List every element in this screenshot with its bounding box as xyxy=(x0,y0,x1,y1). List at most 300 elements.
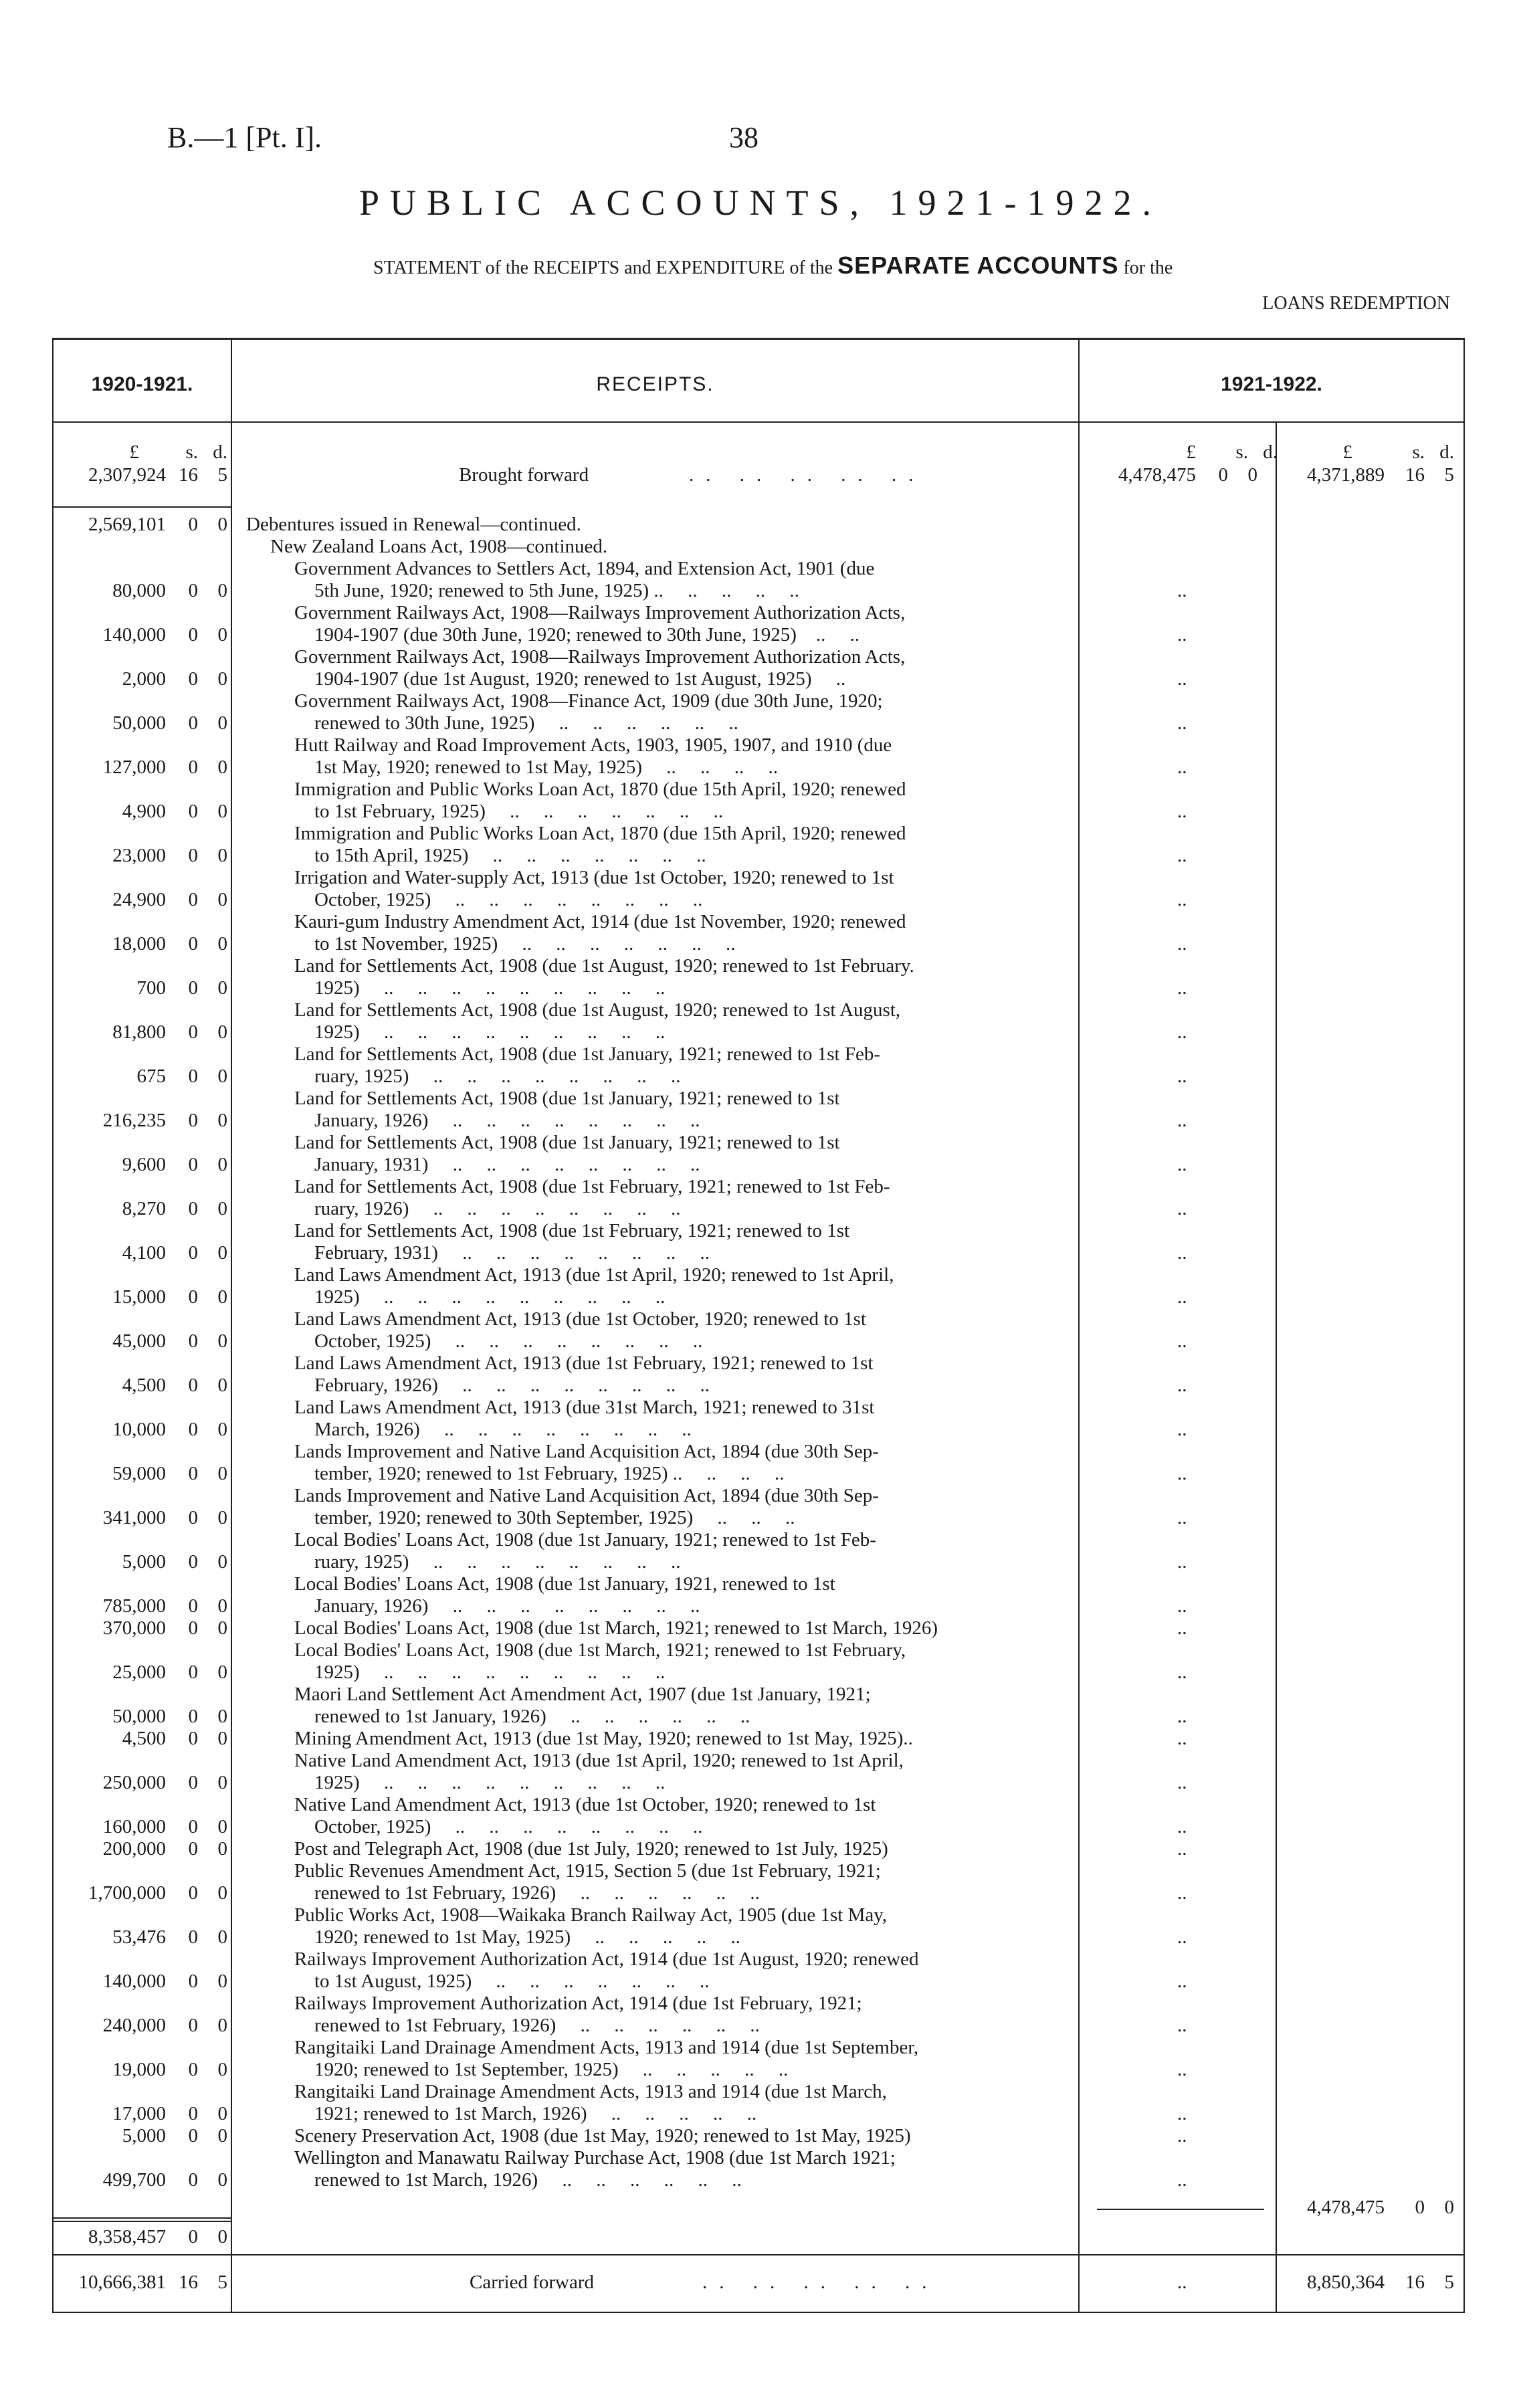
shillings: 0 xyxy=(188,845,198,866)
item-inner-dots: .. xyxy=(1177,624,1187,645)
item-inner-dots: .. xyxy=(1177,1286,1187,1308)
pounds: 216,235 xyxy=(102,1110,166,1131)
shillings: 0 xyxy=(188,1463,198,1484)
item-prev-amount xyxy=(0,1419,227,1441)
item-line-2: renewed to 1st February, 1926) .. .. .. .. .. .. xyxy=(314,1882,760,1904)
page-title: PUBLIC ACCOUNTS, 1921-1922. xyxy=(359,183,1162,223)
pounds: 4,500 xyxy=(122,1728,166,1749)
item-inner-dots: .. xyxy=(1177,889,1187,910)
bf-inner-amount xyxy=(1084,464,1257,486)
table-top-rule xyxy=(52,338,1465,340)
item-prev-amount xyxy=(0,1728,227,1750)
item-line-1: Mining Amendment Act, 1913 (due 1st May, 1920; renewed to 1st May, 1925).. xyxy=(294,1728,913,1749)
pence: 0 xyxy=(217,514,227,535)
item-prev-amount xyxy=(0,624,227,646)
item-line-2: renewed to 30th June, 1925) .. .. .. .. .. .. xyxy=(314,712,738,734)
item-inner-dots: .. xyxy=(1177,1110,1187,1131)
item-line-1: Maori Land Settlement Act Amendment Act, 1907 (due 1st January, 1921; xyxy=(294,1684,871,1705)
item-inner-dots: .. xyxy=(1177,1816,1187,1837)
prev-units xyxy=(0,441,227,464)
item-prev-amount xyxy=(0,712,227,734)
shillings: 0 xyxy=(188,1242,198,1264)
item-line-1: Rangitaiki Land Drainage Amendment Acts, 1913 and 1914 (due 1st September, xyxy=(294,2037,919,2058)
pence: 5 xyxy=(1444,2272,1454,2293)
item-prev-amount xyxy=(0,2125,227,2147)
shillings: 0 xyxy=(188,1021,198,1043)
shilling-unit: s. xyxy=(185,441,198,463)
item-prev-amount xyxy=(0,1551,227,1573)
item-line-1: Scenery Preservation Act, 1908 (due 1st May, 1920; renewed to 1st May, 1925) xyxy=(294,2125,911,2146)
item-line-1: Land for Settlements Act, 1908 (due 1st February, 1921; renewed to 1st Feb- xyxy=(294,1176,890,1197)
shilling-unit: s. xyxy=(1412,441,1425,463)
item-inner-dots: .. xyxy=(1177,1595,1187,1617)
item-line-1: Post and Telegraph Act, 1908 (due 1st July, 1920; renewed to 1st July, 1925) xyxy=(294,1838,888,1860)
pence: 0 xyxy=(217,580,227,601)
pounds: 80,000 xyxy=(112,580,166,601)
item-line-1: Land for Settlements Act, 1908 (due 1st August, 1920; renewed to 1st February. xyxy=(294,955,914,977)
item-inner-dots: .. xyxy=(1177,1926,1187,1948)
shillings: 0 xyxy=(188,1617,198,1639)
item-line-2: ruary, 1925) .. .. .. .. .. .. .. .. xyxy=(314,1551,681,1573)
pounds: 140,000 xyxy=(102,1971,166,1992)
item-line-2: 1920; renewed to 1st September, 1925) .. .. .. .. .. xyxy=(314,2059,789,2080)
bf-outer-amount xyxy=(1278,464,1454,486)
item-line-2: 1904-1907 (due 30th June, 1920; renewed to 30th June, 1925) .. .. xyxy=(314,624,860,645)
pounds: 4,100 xyxy=(122,1242,166,1264)
pence: 0 xyxy=(217,1838,227,1860)
item-line-1: Land for Settlements Act, 1908 (due 1st August, 1920; renewed to 1st August, xyxy=(294,999,901,1021)
item-line-2: 1st May, 1920; renewed to 1st May, 1925) .. .. .. .. xyxy=(314,757,778,778)
item-inner-dots: .. xyxy=(1177,1971,1187,1992)
item-line-2: January, 1926) .. .. .. .. .. .. .. .. xyxy=(314,1595,700,1617)
pounds: 785,000 xyxy=(102,1595,166,1617)
item-prev-amount xyxy=(0,801,227,823)
shillings: 0 xyxy=(188,1971,198,1992)
subtotal-rule-top xyxy=(52,2217,231,2219)
item-line-2: renewed to 1st January, 1926) .. .. .. .. .. .. xyxy=(314,1706,750,1727)
pence: 0 xyxy=(217,624,227,645)
shillings: 0 xyxy=(188,2059,198,2080)
pence: 0 xyxy=(217,1926,227,1948)
item-inner-dots: .. xyxy=(1177,1551,1187,1573)
item-line-2: January, 1926) .. .. .. .. .. .. .. .. xyxy=(314,1110,700,1131)
item-inner-dots: .. xyxy=(1177,757,1187,778)
item-prev-amount xyxy=(0,1021,227,1043)
shillings: 0 xyxy=(188,2103,198,2124)
pound-unit: £ xyxy=(1342,441,1352,463)
pence: 0 xyxy=(217,1330,227,1352)
shillings: 0 xyxy=(188,624,198,645)
pence: 0 xyxy=(217,1021,227,1043)
item-inner-dots: .. xyxy=(1177,1330,1187,1352)
item-inner-dots: .. xyxy=(1177,1617,1187,1639)
pence: 0 xyxy=(217,1706,227,1727)
outer-units xyxy=(1278,441,1454,464)
item-prev-amount xyxy=(0,977,227,999)
item-prev-amount xyxy=(0,1507,227,1529)
shillings: 0 xyxy=(188,1198,198,1219)
pence: 0 xyxy=(217,1772,227,1793)
shillings: 0 xyxy=(188,668,198,690)
item-prev-amount xyxy=(0,1242,227,1264)
pounds: 4,478,475 xyxy=(1118,464,1196,486)
item-line-1: Government Railways Act, 1908—Railways Improvement Authorization Acts, xyxy=(294,646,906,668)
pounds: 10,666,381 xyxy=(78,2272,166,2293)
shillings: 0 xyxy=(188,1419,198,1440)
item-line-2: 5th June, 1920; renewed to 5th June, 1925) .. .. .. .. .. xyxy=(314,580,799,601)
item-prev-amount xyxy=(0,1463,227,1485)
item-line-1: Land Laws Amendment Act, 1913 (due 1st April, 1920; renewed to 1st April, xyxy=(294,1264,894,1286)
pence: 0 xyxy=(1444,2197,1454,2218)
pence: 5 xyxy=(217,2272,227,2293)
pounds: 23,000 xyxy=(112,845,166,866)
pence: 0 xyxy=(217,1617,227,1639)
item-inner-dots: .. xyxy=(1177,845,1187,866)
pounds: 4,500 xyxy=(122,1375,166,1396)
shillings: 0 xyxy=(188,712,198,734)
pounds: 8,270 xyxy=(122,1198,166,1219)
pence: 0 xyxy=(217,2103,227,2124)
cf-prev-amount xyxy=(0,2272,227,2294)
item-line-1: Land for Settlements Act, 1908 (due 1st January, 1921; renewed to 1st Feb- xyxy=(294,1043,880,1065)
item-line-2: tember, 1920; renewed to 30th September, 1925) .. .. .. xyxy=(314,1507,795,1528)
shillings: 0 xyxy=(188,580,198,601)
item-line-1: Immigration and Public Works Loan Act, 1870 (due 15th April, 1920; renewed xyxy=(294,823,906,844)
item-prev-amount xyxy=(0,1066,227,1088)
pounds: 675 xyxy=(136,1066,166,1087)
shillings: 0 xyxy=(188,1286,198,1308)
shillings: 0 xyxy=(188,1375,198,1396)
item-line-1: Government Railways Act, 1908—Finance Act, 1909 (due 30th June, 1920; xyxy=(294,690,883,712)
shillings: 0 xyxy=(188,933,198,955)
shillings: 0 xyxy=(188,1507,198,1528)
item-line-1: Public Works Act, 1908—Waikaka Branch Railway Act, 1905 (due 1st May, xyxy=(294,1904,888,1926)
item-prev-amount xyxy=(0,757,227,779)
item-inner-dots: .. xyxy=(1177,1021,1187,1043)
item-line-2: to 1st November, 1925) .. .. .. .. .. .. .. xyxy=(314,933,736,955)
pence: 0 xyxy=(1247,464,1257,486)
item-inner-dots: .. xyxy=(1177,1662,1187,1683)
shillings: 0 xyxy=(188,1330,198,1352)
item-inner-dots: .. xyxy=(1177,1882,1187,1904)
pounds: 700 xyxy=(136,977,166,999)
item-prev-amount xyxy=(0,889,227,911)
item-prev-amount xyxy=(0,1110,227,1132)
pounds: 8,850,364 xyxy=(1307,2272,1385,2293)
item-inner-dots: .. xyxy=(1177,2125,1187,2146)
pound-unit: £ xyxy=(129,441,139,463)
pounds: 5,000 xyxy=(122,1551,166,1573)
item-inner-dots: .. xyxy=(1177,1198,1187,1219)
pence: 0 xyxy=(217,1662,227,1683)
table-right-rule xyxy=(1463,338,1465,2313)
shillings: 0 xyxy=(188,514,198,535)
item-line-2: February, 1931) .. .. .. .. .. .. .. .. xyxy=(314,1242,710,1264)
item-prev-amount xyxy=(0,1198,227,1220)
shillings: 0 xyxy=(188,1066,198,1087)
item-line-2: 1925) .. .. .. .. .. .. .. .. .. xyxy=(314,1286,666,1308)
cf-rule-top xyxy=(52,2254,1465,2255)
item-line-1: Government Advances to Settlers Act, 1894, and Extension Act, 1901 (due xyxy=(294,558,875,579)
pounds: 2,307,924 xyxy=(88,464,166,486)
item-line-1: Land for Settlements Act, 1908 (due 1st January, 1921; renewed to 1st xyxy=(294,1132,840,1153)
statement-post: for the xyxy=(1123,258,1173,278)
item-line-1: Land for Settlements Act, 1908 (due 1st February, 1921; renewed to 1st xyxy=(294,1220,850,1241)
item-prev-amount xyxy=(0,1838,227,1860)
pence: 0 xyxy=(217,757,227,778)
pounds: 240,000 xyxy=(102,2015,166,2036)
item-line-1: Immigration and Public Works Loan Act, 1870 (due 15th April, 1920; renewed xyxy=(294,779,906,800)
item-line-2: March, 1926) .. .. .. .. .. .. .. .. xyxy=(314,1419,692,1440)
pounds: 19,000 xyxy=(112,2059,166,2080)
item-line-2: 1925) .. .. .. .. .. .. .. .. .. xyxy=(314,1021,666,1043)
pence: 0 xyxy=(217,2015,227,2036)
shilling-unit: s. xyxy=(1235,441,1248,463)
shillings: 0 xyxy=(188,1816,198,1837)
document-reference: B.—1 [Pt. I]. xyxy=(167,121,322,154)
shillings: 0 xyxy=(188,889,198,910)
shillings: 0 xyxy=(188,1838,198,1860)
item-prev-amount xyxy=(0,845,227,867)
shillings: 0 xyxy=(188,2169,198,2191)
item-line-2: October, 1925) .. .. .. .. .. .. .. .. xyxy=(314,889,703,910)
bf-leader-dots: .. .. .. .. .. xyxy=(689,464,926,486)
item-line-2: 1925) .. .. .. .. .. .. .. .. .. xyxy=(314,1772,666,1793)
pence: 0 xyxy=(217,1110,227,1131)
pence-unit: d. xyxy=(213,441,227,463)
item-inner-dots: .. xyxy=(1177,1154,1187,1175)
item-line-1: Local Bodies' Loans Act, 1908 (due 1st January, 1921, renewed to 1st xyxy=(294,1573,835,1595)
item-prev-amount xyxy=(0,1816,227,1838)
pounds: 4,478,475 xyxy=(1307,2197,1385,2218)
pound-unit: £ xyxy=(1186,441,1196,463)
cf-leader-dots: .. .. .. .. .. xyxy=(702,2272,939,2293)
item-inner-dots: .. xyxy=(1177,1706,1187,1727)
item-line-2: 1921; renewed to 1st March, 1926) .. .. .. .. .. xyxy=(314,2103,757,2124)
pence: 0 xyxy=(217,2226,227,2247)
pounds: 50,000 xyxy=(112,712,166,734)
pounds: 9,600 xyxy=(122,1154,166,1175)
item-line-1: Rangitaiki Land Drainage Amendment Acts, 1913 and 1914 (due 1st March, xyxy=(294,2081,887,2102)
item-line-2: February, 1926) .. .. .. .. .. .. .. .. xyxy=(314,1375,710,1396)
pounds: 18,000 xyxy=(112,933,166,955)
statement-pre: STATEMENT of the RECEIPTS and EXPENDITURE of the xyxy=(373,258,833,278)
item-inner-dots: .. xyxy=(1177,933,1187,955)
item-inner-dots: .. xyxy=(1177,2015,1187,2036)
inner-units xyxy=(1084,441,1278,464)
item-line-2: to 15th April, 1925) .. .. .. .. .. .. .. xyxy=(314,845,706,866)
pence: 0 xyxy=(217,1816,227,1837)
item-prev-amount xyxy=(0,1882,227,1904)
item-prev-amount xyxy=(0,1617,227,1639)
item-line-2: ruary, 1926) .. .. .. .. .. .. .. .. xyxy=(314,1198,681,1219)
bf-rule xyxy=(52,506,231,508)
item-line-1: Public Revenues Amendment Act, 1915, Section 5 (due 1st February, 1921; xyxy=(294,1860,881,1882)
item-prev-amount xyxy=(0,2169,227,2191)
pence: 0 xyxy=(217,668,227,690)
item-line-1: Native Land Amendment Act, 1913 (due 1st April, 1920; renewed to 1st April, xyxy=(294,1750,904,1771)
item-inner-dots: .. xyxy=(1177,1242,1187,1264)
item-prev-amount xyxy=(0,1330,227,1352)
item-line-2: ruary, 1925) .. .. .. .. .. .. .. .. xyxy=(314,1066,681,1087)
pounds: 140,000 xyxy=(102,624,166,645)
item-line-2: to 1st February, 1925) .. .. .. .. .. .. .. xyxy=(314,801,724,822)
shillings: 0 xyxy=(188,801,198,822)
item-line-2: January, 1931) .. .. .. .. .. .. .. .. xyxy=(314,1154,700,1175)
pence: 0 xyxy=(217,2125,227,2146)
item-line-1: Hutt Railway and Road Improvement Acts, 1903, 1905, 1907, and 1910 (due xyxy=(294,734,892,756)
pounds: 200,000 xyxy=(102,1838,166,1860)
pounds: 59,000 xyxy=(112,1463,166,1484)
pence: 0 xyxy=(217,1971,227,1992)
col-header-1920-1921: 1920-1921. xyxy=(91,373,193,395)
item-line-1: Native Land Amendment Act, 1913 (due 1st October, 1920; renewed to 1st xyxy=(294,1794,876,1815)
item-line-2: to 1st August, 1925) .. .. .. .. .. .. .. xyxy=(314,1971,710,1992)
item-prev-amount xyxy=(0,1595,227,1617)
item-line-1: Railways Improvement Authorization Act, 1914 (due 1st August, 1920; renewed xyxy=(294,1948,919,1970)
item-line-2: 1904-1907 (due 1st August, 1920; renewed to 1st August, 1925) .. xyxy=(314,668,846,690)
item-inner-dots: .. xyxy=(1177,1838,1187,1860)
debentures-subheading: New Zealand Loans Act, 1908—continued. xyxy=(270,536,608,557)
statement-subtitle: LOANS REDEMPTION xyxy=(1262,293,1450,314)
item-inner-dots: .. xyxy=(1177,2103,1187,2124)
pounds: 5,000 xyxy=(122,2125,166,2146)
col-header-1921-1922: 1921-1922. xyxy=(1221,373,1322,395)
pounds: 53,476 xyxy=(112,1926,166,1948)
pounds: 2,569,101 xyxy=(88,514,166,535)
item-line-1: Land Laws Amendment Act, 1913 (due 1st October, 1920; renewed to 1st xyxy=(294,1308,866,1330)
pence: 0 xyxy=(217,1419,227,1440)
pence-unit: d. xyxy=(1439,441,1454,463)
shillings: 0 xyxy=(188,2226,198,2247)
item-line-2: 1925) .. .. .. .. .. .. .. .. .. xyxy=(314,1662,666,1683)
item-line-2: 1925) .. .. .. .. .. .. .. .. .. xyxy=(314,977,666,999)
item-line-2: October, 1925) .. .. .. .. .. .. .. .. xyxy=(314,1330,703,1352)
item-inner-dots: .. xyxy=(1177,801,1187,822)
pence: 0 xyxy=(217,712,227,734)
shillings: 16 xyxy=(1405,464,1425,486)
shillings: 0 xyxy=(188,1926,198,1948)
item-prev-amount xyxy=(0,1971,227,1993)
shillings: 16 xyxy=(1405,2272,1425,2293)
shillings: 0 xyxy=(188,1706,198,1727)
item-prev-amount xyxy=(0,933,227,955)
pounds: 17,000 xyxy=(112,2103,166,2124)
shillings: 0 xyxy=(188,1154,198,1175)
item-inner-dots: .. xyxy=(1177,2059,1187,2080)
pence: 5 xyxy=(1444,464,1454,486)
item-line-1: Kauri-gum Industry Amendment Act, 1914 (due 1st November, 1920; renewed xyxy=(294,911,906,932)
pounds: 50,000 xyxy=(112,1706,166,1727)
pence: 0 xyxy=(217,1066,227,1087)
item-prev-amount xyxy=(0,1926,227,1948)
item-line-1: Wellington and Manawatu Railway Purchase Act, 1908 (due 1st March 1921; xyxy=(294,2147,896,2169)
shillings: 0 xyxy=(188,1728,198,1749)
column-divider-1 xyxy=(231,338,232,2313)
item-prev-amount xyxy=(0,2103,227,2125)
pounds: 25,000 xyxy=(112,1662,166,1683)
section-total-prev xyxy=(0,2226,227,2248)
item-inner-dots: .. xyxy=(1177,1066,1187,1087)
subtotal-rule-top-2 xyxy=(52,2221,231,2222)
pence: 0 xyxy=(217,801,227,822)
debentures-prev-amount xyxy=(0,514,227,536)
debentures-heading: Debentures issued in Renewal—continued. xyxy=(246,514,581,535)
pence: 0 xyxy=(217,2059,227,2080)
section-total-outer xyxy=(1278,2197,1454,2219)
item-inner-dots: .. xyxy=(1177,668,1187,690)
pence: 0 xyxy=(217,1507,227,1528)
pence: 0 xyxy=(217,1463,227,1484)
item-line-1: Government Railways Act, 1908—Railways Improvement Authorization Acts, xyxy=(294,602,906,623)
pence: 0 xyxy=(217,1198,227,1219)
pence: 0 xyxy=(217,1595,227,1617)
item-line-1: Railways Improvement Authorization Act, 1914 (due 1st February, 1921; xyxy=(294,1993,862,2014)
item-line-1: Land for Settlements Act, 1908 (due 1st January, 1921; renewed to 1st xyxy=(294,1088,840,1109)
pounds: 341,000 xyxy=(102,1507,166,1528)
pence: 0 xyxy=(217,1375,227,1396)
pounds: 127,000 xyxy=(102,757,166,778)
pence: 0 xyxy=(217,845,227,866)
pence: 0 xyxy=(217,1882,227,1904)
item-prev-amount xyxy=(0,2059,227,2081)
shillings: 0 xyxy=(188,1595,198,1617)
item-line-1: Land Laws Amendment Act, 1913 (due 1st February, 1921; renewed to 1st xyxy=(294,1352,874,1374)
page-number: 38 xyxy=(729,121,758,154)
shillings: 16 xyxy=(179,2272,198,2293)
statement-bold: SEPARATE ACCOUNTS xyxy=(837,252,1119,279)
item-prev-amount xyxy=(0,1375,227,1397)
item-line-1: Local Bodies' Loans Act, 1908 (due 1st March, 1921; renewed to 1st March, 1926) xyxy=(294,1617,938,1639)
item-line-2: tember, 1920; renewed to 1st February, 1925) .. .. .. .. xyxy=(314,1463,785,1484)
item-line-2: 1920; renewed to 1st May, 1925) .. .. .. .. .. xyxy=(314,1926,740,1948)
pence: 5 xyxy=(217,464,227,486)
shillings: 16 xyxy=(179,464,198,486)
item-inner-dots: .. xyxy=(1177,1419,1187,1440)
pounds: 1,700,000 xyxy=(88,1882,166,1904)
pence: 0 xyxy=(217,2169,227,2191)
item-inner-dots: .. xyxy=(1177,1463,1187,1484)
item-line-1: Local Bodies' Loans Act, 1908 (due 1st January, 1921; renewed to 1st Feb- xyxy=(294,1529,876,1550)
shillings: 0 xyxy=(188,977,198,999)
pounds: 15,000 xyxy=(112,1286,166,1308)
shillings: 0 xyxy=(188,1882,198,1904)
item-line-2: October, 1925) .. .. .. .. .. .. .. .. xyxy=(314,1816,703,1837)
pence: 0 xyxy=(217,1286,227,1308)
shillings: 0 xyxy=(188,1110,198,1131)
pounds: 250,000 xyxy=(102,1772,166,1793)
header-bottom-rule xyxy=(52,421,1465,423)
pence: 0 xyxy=(217,977,227,999)
item-prev-amount xyxy=(0,1772,227,1794)
shillings: 0 xyxy=(188,2015,198,2036)
pence-unit: d. xyxy=(1263,441,1278,463)
pounds: 160,000 xyxy=(102,1816,166,1837)
item-line-2: renewed to 1st March, 1926) .. .. .. .. .. .. xyxy=(314,2169,742,2191)
item-inner-dots: .. xyxy=(1177,580,1187,601)
item-prev-amount xyxy=(0,580,227,602)
pounds: 370,000 xyxy=(102,1617,166,1639)
pounds: 10,000 xyxy=(112,1419,166,1440)
pence: 0 xyxy=(217,1551,227,1573)
shillings: 0 xyxy=(1415,2197,1425,2218)
pence: 0 xyxy=(217,1154,227,1175)
pence: 0 xyxy=(217,933,227,955)
item-inner-dots: .. xyxy=(1177,1375,1187,1396)
pounds: 8,358,457 xyxy=(88,2226,166,2247)
shillings: 0 xyxy=(188,1772,198,1793)
pounds: 4,900 xyxy=(122,801,166,822)
